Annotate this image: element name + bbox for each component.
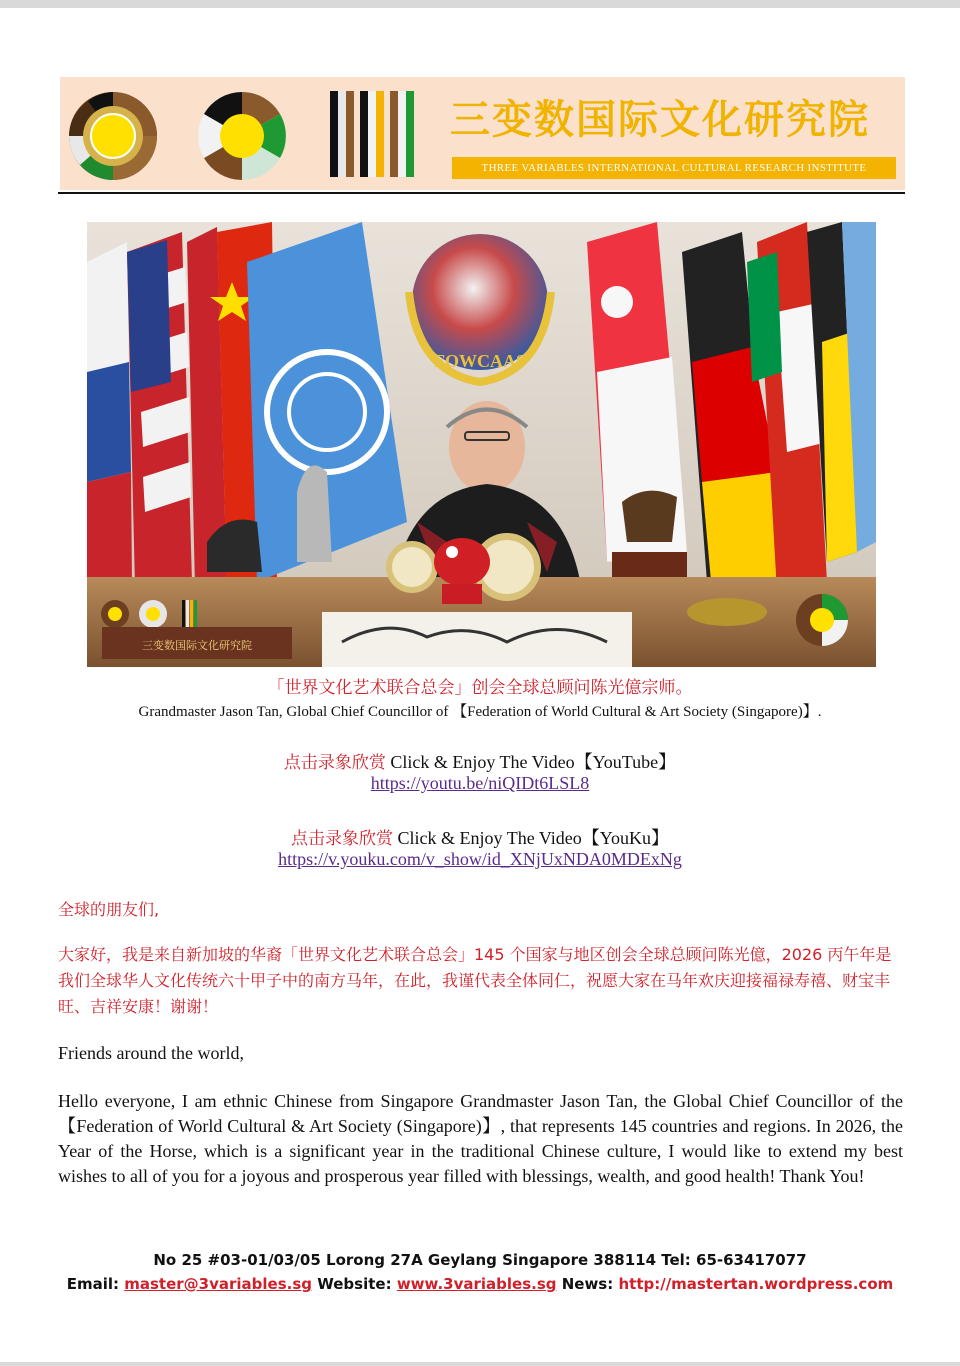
youtube-label-chinese: 点击录象欣赏 xyxy=(283,753,386,773)
grandmaster-photo xyxy=(87,222,876,667)
message-body-chinese: 大家好，我是来自新加坡的华裔「世界文化艺术联合总会」145 个国家与地区创会全球总顾问陈光億，2026 丙午年是我们全球华人文化传统六十甲子中的南方马年，在此，我谨代表全体同仁，祝愿大家在马年欢庆迎接福禄寿禧、财宝丰旺、吉祥安康！谢谢！ xyxy=(58,945,892,1016)
message-body-english: Hello everyone, I am ethnic Chinese from Singapore Grandmaster Jason Tan, the Global Chief Councillor of the 【Federation of World Cultural & Art Society (Singapore)】, that represents 145 countries and regions. In 2026, the Year of the Horse, which is a significant year in the traditional Chinese culture, I would like to extend my best wishes to all of you for a joyous and prosperous year filled with blessings, wealth, and good health! Thank You! xyxy=(58,1091,903,1186)
desk-plaque-text: 三变数国际文化研究院 xyxy=(142,639,252,652)
website-link[interactable]: www.3variables.sg xyxy=(396,1275,557,1293)
yin-yang-wheel-logo-icon xyxy=(68,91,158,181)
footer-contacts xyxy=(0,1275,960,1293)
news-label: News: xyxy=(561,1275,614,1293)
emblem-text: FOWCAAS xyxy=(433,351,527,371)
page-bottom-border xyxy=(0,1362,960,1366)
color-stripes-logo-icon xyxy=(330,91,422,177)
youku-video-link[interactable]: https://v.youku.com/v_show/id_XNjUxNDA0MDExNg xyxy=(278,849,682,869)
news-link[interactable]: http://mastertan.wordpress.com xyxy=(618,1275,894,1293)
photo-caption-english: Grandmaster Jason Tan, Global Chief Councillor of 【Federation of World Cultural & Art Society (Singapore)】. xyxy=(138,704,822,720)
youku-label-chinese: 点击录象欣赏 xyxy=(291,829,394,849)
youku-video-label xyxy=(0,824,960,850)
greeting-english: Friends around the world, xyxy=(58,1043,244,1063)
photo-caption-chinese: 「世界文化艺术联合总会」创会全球总顾问陈光億宗师。 xyxy=(267,678,693,698)
page-top-border xyxy=(0,0,960,8)
youtube-label-english: Click & Enjoy The Video【YouTube】 xyxy=(390,752,677,772)
greeting-chinese: 全球的朋友们, xyxy=(58,900,160,919)
youtube-video-link[interactable]: https://youtu.be/niQIDt6LSL8 xyxy=(370,773,590,793)
youtube-video-label xyxy=(0,748,960,774)
youku-label-english: Click & Enjoy The Video【YouKu】 xyxy=(397,828,669,848)
footer-address: No 25 #03-01/03/05 Lorong 27A Geylang Singapore 388114 Tel: 65-63417077 xyxy=(153,1251,807,1269)
header-divider xyxy=(58,192,905,194)
institute-name-english: THREE VARIABLES INTERNATIONAL CULTURAL RESEARCH INSTITUTE xyxy=(481,162,867,174)
website-label: Website: xyxy=(317,1275,392,1293)
five-elements-wheel-logo-icon xyxy=(197,91,287,181)
email-link[interactable]: master@3variables.sg xyxy=(124,1275,313,1293)
email-label: Email: xyxy=(66,1275,120,1293)
institute-name-chinese: 三变数国际文化研究院 xyxy=(450,97,870,143)
